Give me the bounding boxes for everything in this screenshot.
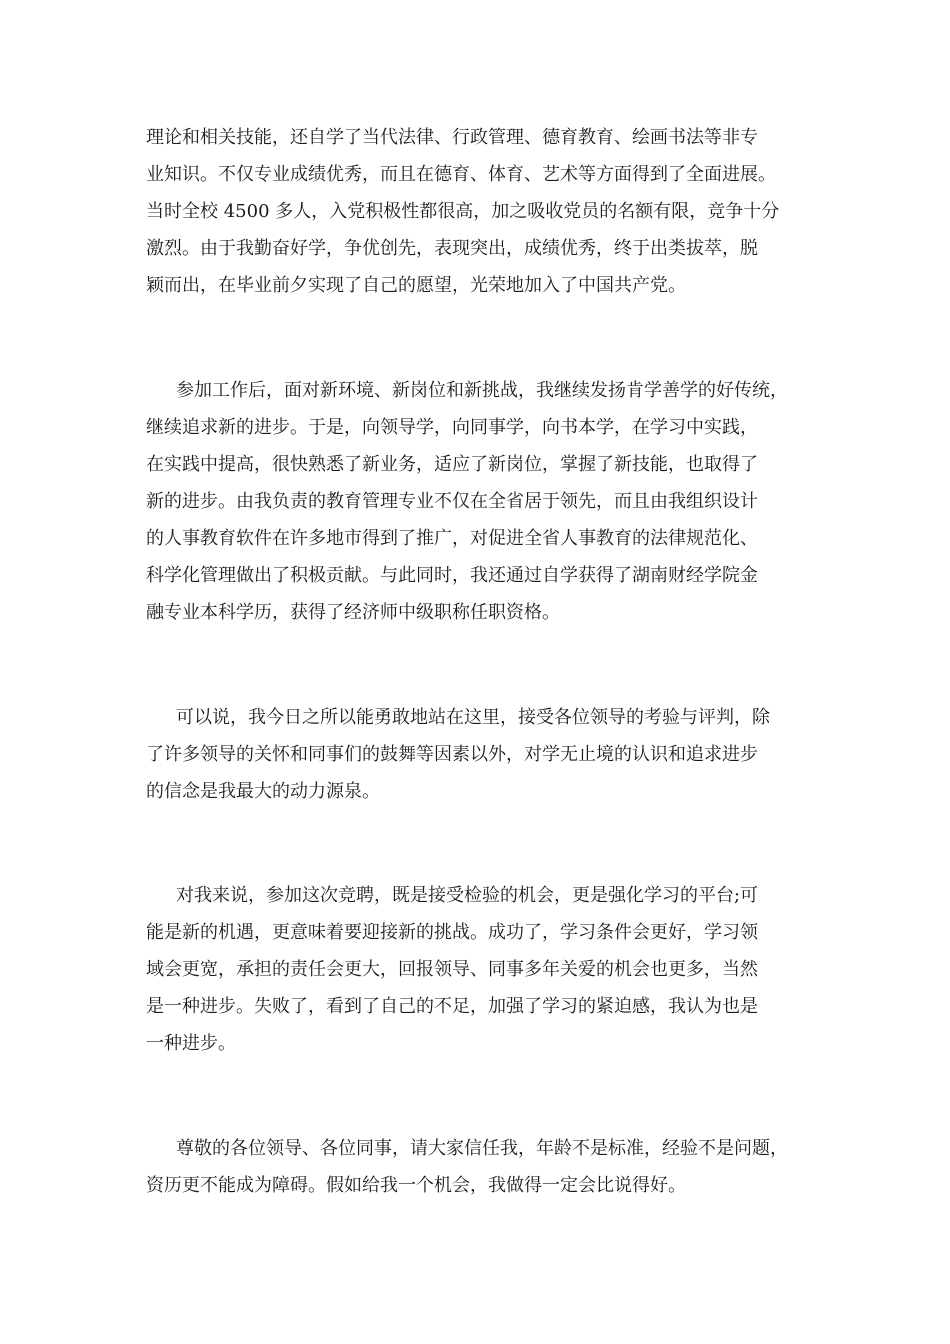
paragraph-line: 是一种进步。失败了，看到了自己的不足，加强了学习的紧迫感，我认为也是 xyxy=(146,996,758,1017)
paragraph-line: 在实践中提高，很快熟悉了新业务，适应了新岗位，掌握了新技能，也取得了 xyxy=(146,454,758,475)
paragraph-line: 资历更不能成为障碍。假如给我一个机会，我做得一定会比说得好。 xyxy=(146,1175,686,1196)
paragraph-line: 的人事教育软件在许多地市得到了推广，对促进全省人事教育的法律规范化、 xyxy=(146,528,758,549)
paragraph-line: 的信念是我最大的动力源泉。 xyxy=(146,781,380,802)
paragraph-line: 颖而出，在毕业前夕实现了自己的愿望，光荣地加入了中国共产党。 xyxy=(146,275,686,296)
paragraph-line: 参加工作后，面对新环境、新岗位和新挑战，我继续发扬肯学善学的好传统， xyxy=(176,380,788,401)
paragraph-line: 一种进步。 xyxy=(146,1033,236,1054)
paragraph-line: 能是新的机遇，更意味着要迎接新的挑战。成功了，学习条件会更好，学习领 xyxy=(146,922,758,943)
paragraph-line: 继续追求新的进步。于是，向领导学，向同事学，向书本学，在学习中实践， xyxy=(146,417,758,438)
paragraph-line: 对我来说，参加这次竞聘，既是接受检验的机会，更是强化学习的平台;可 xyxy=(176,885,759,906)
paragraph-line: 了许多领导的关怀和同事们的鼓舞等因素以外，对学无止境的认识和追求进步 xyxy=(146,744,758,765)
paragraph-line: 业知识。不仅专业成绩优秀，而且在德育、体育、艺术等方面得到了全面进展。 xyxy=(146,164,776,185)
paragraph-line: 新的进步。由我负责的教育管理专业不仅在全省居于领先，而且由我组织设计 xyxy=(146,491,758,512)
paragraph-line: 理论和相关技能，还自学了当代法律、行政管理、德育教育、绘画书法等非专 xyxy=(146,127,758,148)
paragraph-line: 尊敬的各位领导、各位同事，请大家信任我，年龄不是标准，经验不是问题， xyxy=(176,1138,788,1159)
paragraph-line: 融专业本科学历，获得了经济师中级职称任职资格。 xyxy=(146,602,560,623)
paragraph-line: 科学化管理做出了积极贡献。与此同时，我还通过自学获得了湖南财经学院金 xyxy=(146,565,758,586)
paragraph-line: 可以说，我今日之所以能勇敢地站在这里，接受各位领导的考验与评判，除 xyxy=(176,707,770,728)
paragraph-line: 域会更宽，承担的责任会更大，回报领导、同事多年关爱的机会也更多，当然 xyxy=(146,959,758,980)
paragraph-line: 激烈。由于我勤奋好学，争优创先，表现突出，成绩优秀，终于出类拔萃，脱 xyxy=(146,238,758,259)
paragraph-line: 当时全校 4500 多人，入党积极性都很高，加之吸收党员的名额有限，竞争十分 xyxy=(146,201,780,222)
